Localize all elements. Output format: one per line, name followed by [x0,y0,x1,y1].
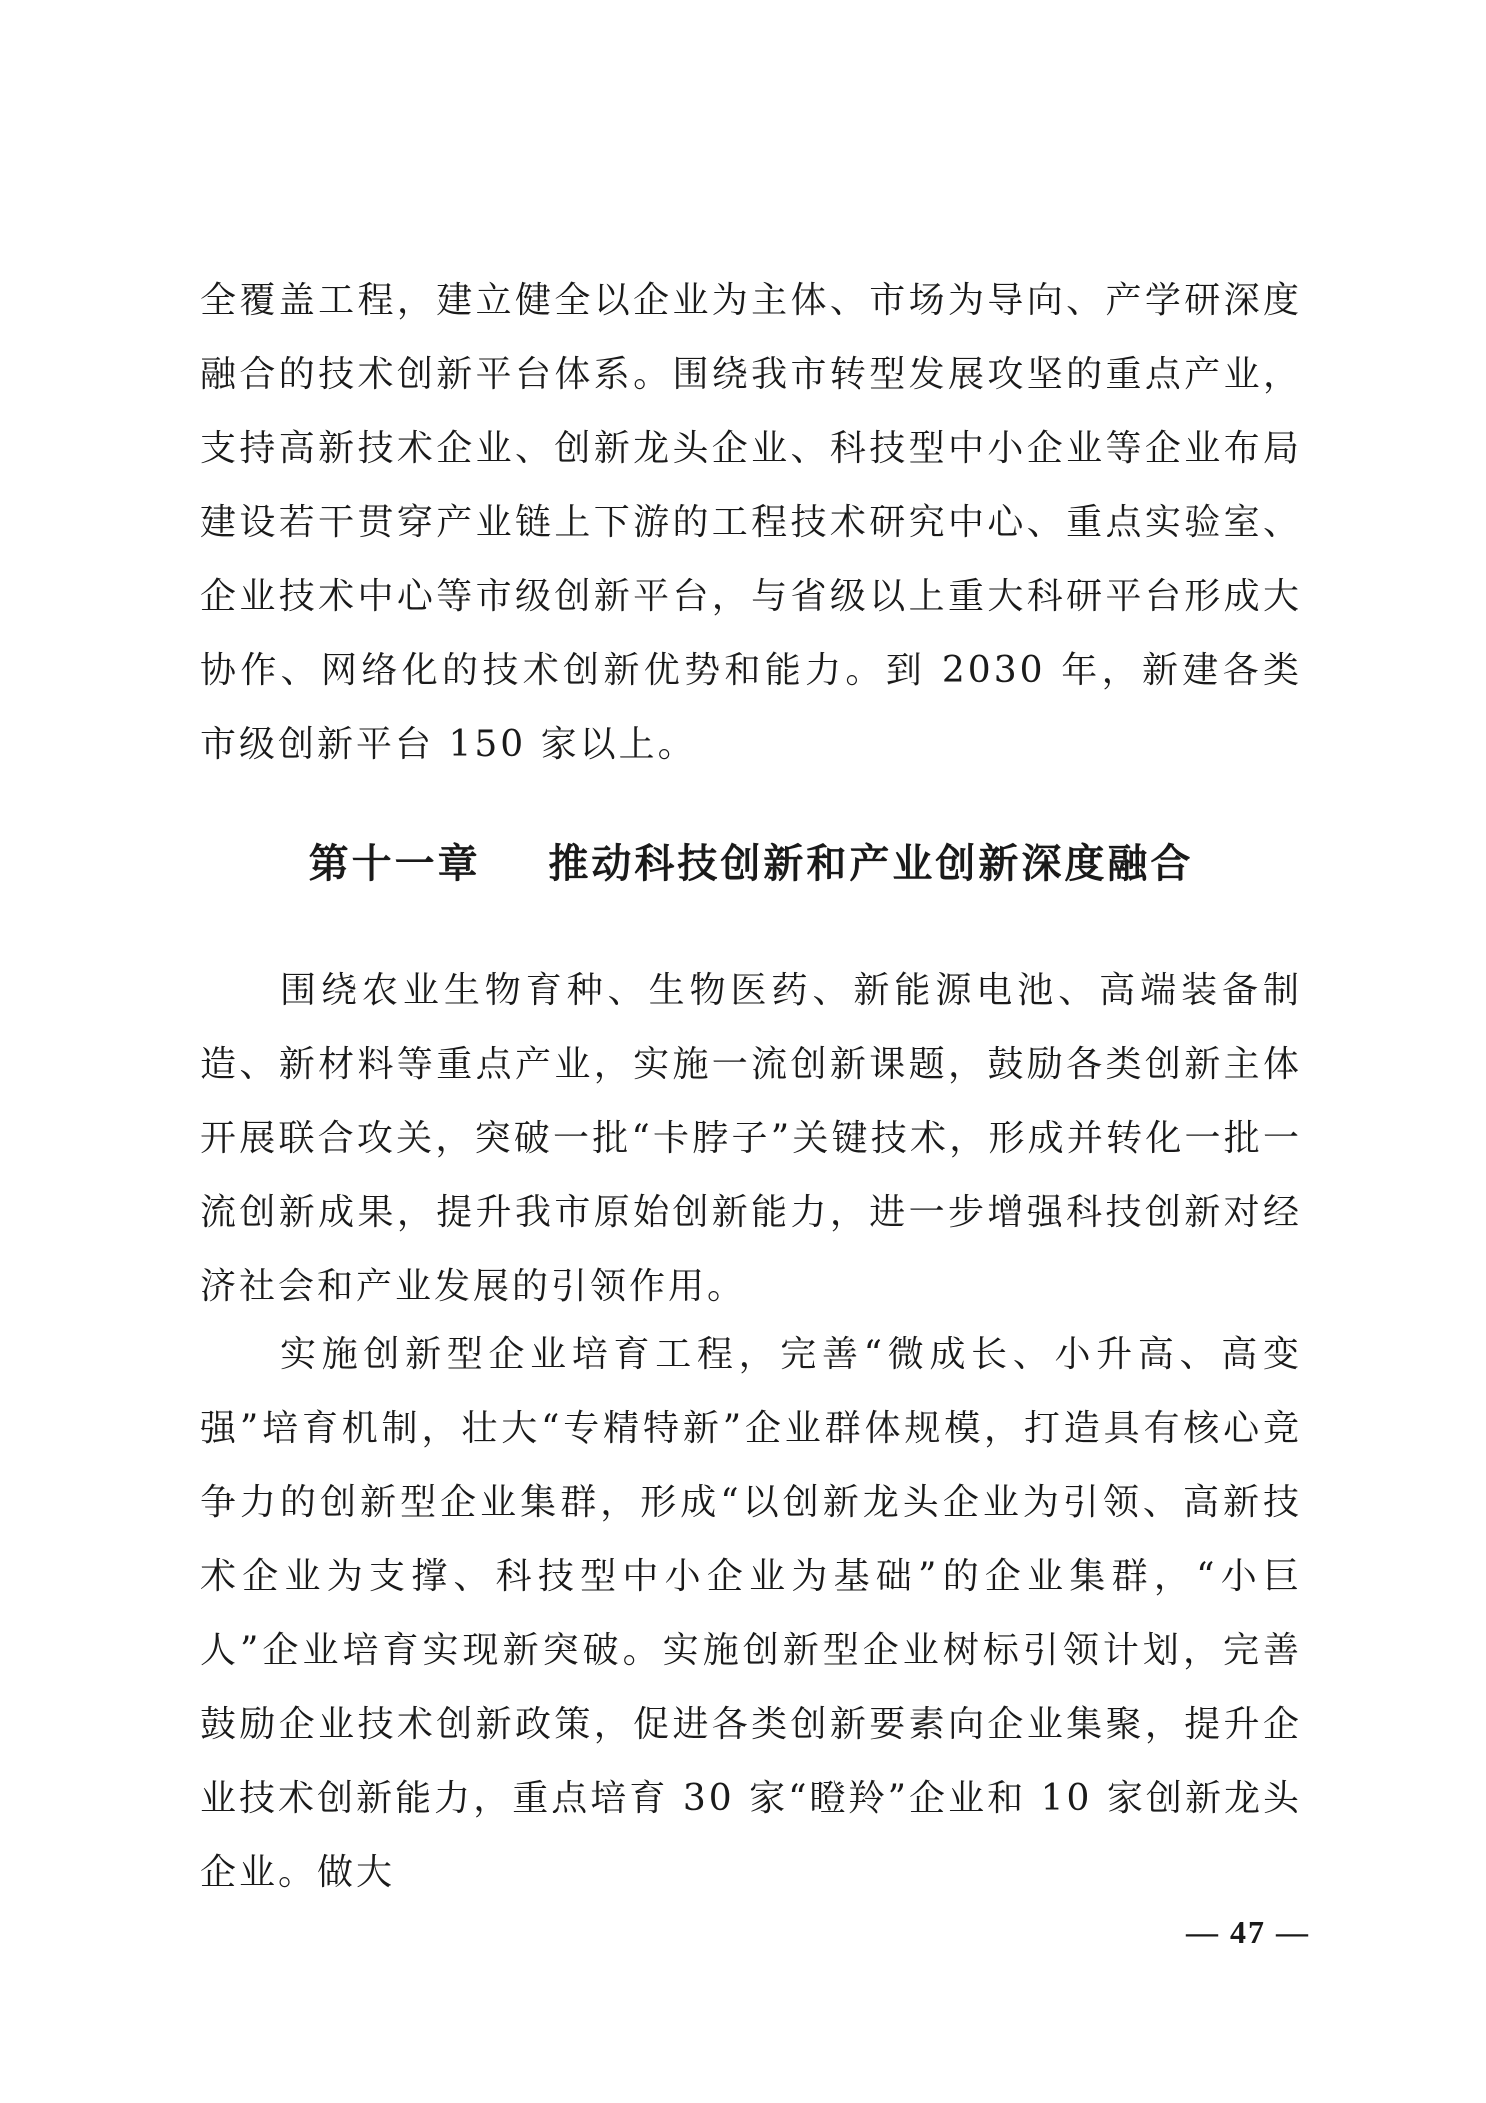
chapter-heading: 第十一章 推动科技创新和产业创新深度融合 [308,841,1194,887]
continuation-paragraph: 全覆盖工程，建立健全以企业为主体、市场为导向、产学研深度融合的技术创新平台体系。围绕我市转型发展攻坚的重点产业，支持高新技术企业、创新龙头企业、科技型中小企业等企业布局建设若干贯穿产业链上下游的工程技术研究中心、重点实验室、企业技术中心等市级创新平台，与省级以上重大科研平台形成大协作、网络化的技术创新优势和能力。到 2030 年，新建各类市级创新平台 150 家以上。 [200,280,1302,765]
body-paragraph-1: 围绕农业生物育种、生物医药、新能源电池、高端装备制造、新材料等重点产业，实施一流创新课题，鼓励各类创新主体开展联合攻关，突破一批“卡脖子”关键技术，形成并转化一批一流创新成果，提升我市原始创新能力，进一步增强科技创新对经济社会和产业发展的引领作用。 [200,970,1302,1307]
page-number: — 47 — [1186,1914,1310,1950]
body-paragraph-2: 实施创新型企业培育工程，完善“微成长、小升高、高变强”培育机制，壮大“专精特新”企业群体规模，打造具有核心竞争力的创新型企业集群，形成“以创新龙头企业为引领、高新技术企业为支撑、科技型中小企业为基础”的企业集群，“小巨人”企业培育实现新突破。实施创新型企业树标引领计划，完善鼓励企业技术创新政策，促进各类创新要素向企业集聚，提升企业技术创新能力，重点培育 30 家“瞪羚”企业和 10 家创新龙头企业。做大 [200,1334,1302,1893]
